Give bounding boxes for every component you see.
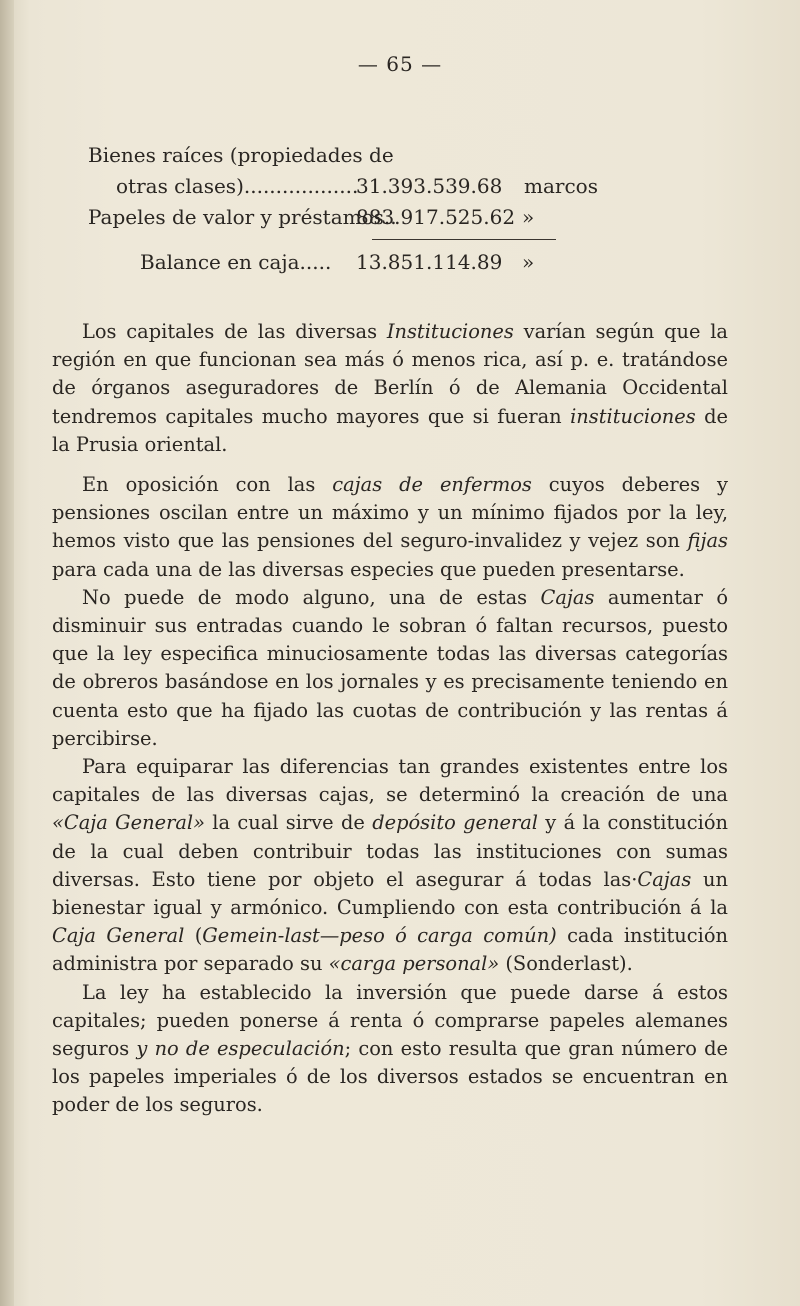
text-run: cada institución administra por separado su [52,924,728,976]
paragraph [52,471,728,584]
text-run: cuyos deberes y pensiones oscilan entre un máximo y un mínimo fijados por la ley, hemos visto que las pensiones del seguro-invalidez y vejez son [52,473,728,553]
sum-rule [372,239,556,240]
italic-run: cajas de enfermos [332,473,532,497]
page-number: — 65 — [357,52,443,76]
ledger-label: Bienes raíces (propiedades de [88,143,394,167]
body-text [52,318,728,1120]
italic-run: instituciones [570,404,696,428]
ledger-amount: 31.393.539.68 [356,174,503,198]
text-run: para cada una de las diversas especies que pueden presentarse. [52,557,685,581]
ledger-unit: marcos [524,174,598,198]
italic-run: «Caja General» [52,811,205,835]
ledger-amount: 883.917.525.62 [356,205,516,229]
balance-ledger [88,140,728,278]
text-run: de la Prusia oriental. [52,404,728,456]
text-run: varían según que la región en que funcionan sea más ó menos rica, así p. e. tratándose de órganos aseguradores de Berlín ó de Alemania Occidental tendremos capitales mucho mayores que si fueran [52,320,728,428]
text-run: y á la constitución de la cual deben contribuir todas las instituciones con sumas diversas. Esto tiene por objeto el asegurar á todas las· [52,811,729,891]
text-run: En oposición con las [82,473,333,497]
italic-run: «carga personal» [328,952,500,976]
italic-run: Gemein-last—peso ó carga común) [202,924,557,948]
ledger-amount: 13.851.114.89 [356,250,503,274]
text-run: la cual sirve de [204,811,373,835]
ledger-label: otras clases).................. [116,174,359,198]
ledger-label: Balance en caja..... [140,250,332,274]
text-run: La ley ha establecido la inversión que puede darse á estos capitales; pueden ponerse á renta ó comprarse papeles alemanes seguros [52,980,728,1061]
ledger-unit: » [522,205,535,229]
paragraph [52,584,728,753]
italic-run: Cajas [637,867,692,891]
italic-run: Caja General [52,924,185,948]
ledger-row [88,247,728,278]
italic-run: fijas [687,529,728,553]
text-run: Los capitales de las diversas [82,320,387,343]
text-run: ; con esto resulta que gran número de los papeles imperiales ó de los diversos estados se encuentran en poder de los seguros. [52,1037,728,1117]
ledger-row [88,202,728,233]
italic-run: Instituciones [386,320,514,343]
paragraph [52,753,728,979]
ledger-label: Papeles de valor y préstamos.. [88,205,397,229]
italic-run: depósito general [372,811,538,835]
ledger-unit: » [522,250,535,274]
paragraph [52,979,728,1120]
text-run: (Sonderlast). [499,952,633,976]
text-run: aumentar ó disminuir sus entradas cuando le sobran ó faltan recursos, puesto que la ley especifica minuciosamente todas las diversas categorías de obreros basándose en los jornales y es precisamente teniendo en cuenta esto que ha fijado las cuotas de contribución y las rentas á percibirse. [52,585,728,750]
text-run: ( [184,924,203,948]
ledger-row [88,140,728,171]
text-run: No puede de modo alguno, una de estas [82,585,541,609]
text-run: Para equiparar las diferencias tan grandes existentes entre los capitales de las diversas cajas, se determinó la creación de una [52,755,728,807]
text-run: un bienestar igual y armónico. Cumpliendo con esta contribución á la [52,867,728,920]
ledger-row [88,171,728,202]
ledger-sum-rule-row [88,233,728,247]
page-spine-shadow [0,0,14,1306]
italic-run: Cajas [540,585,595,609]
paragraph [52,318,728,459]
italic-run: y no de especulación [136,1037,345,1061]
